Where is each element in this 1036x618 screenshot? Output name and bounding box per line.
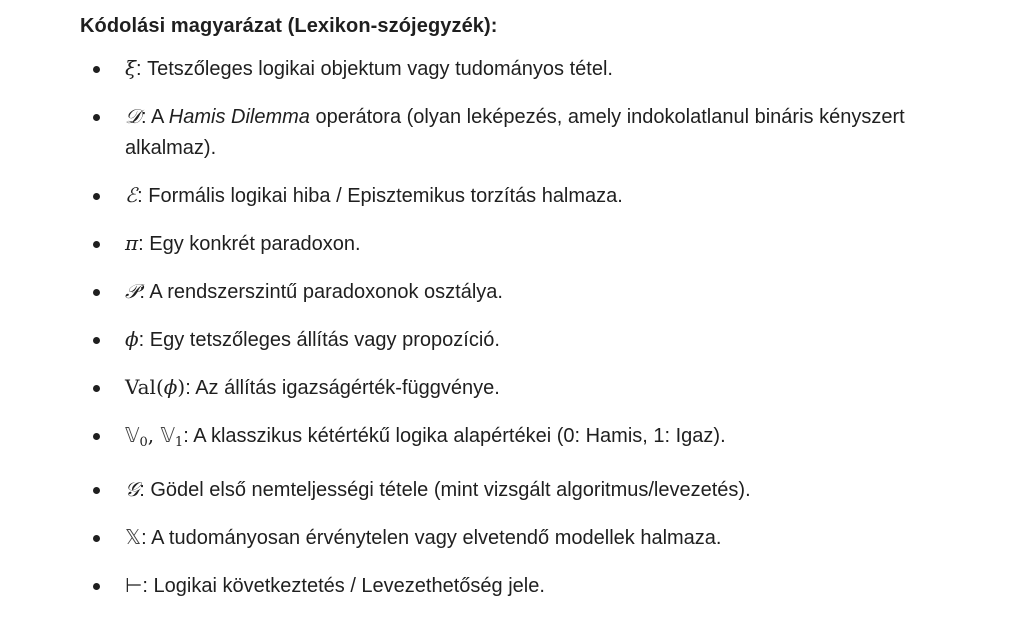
item-text: : Az állítás igazságérték-függvénye.: [185, 377, 500, 399]
symbol-blackboard-v: 𝕍: [125, 423, 140, 447]
list-item-turnstile: [80, 570, 980, 602]
item-text: : Gödel első nemteljességi tétele (mint vizsgált algoritmus/levezetés).: [139, 479, 751, 501]
item-text-before: : A: [140, 106, 169, 128]
symbol-xi: ξ: [125, 56, 137, 80]
item-text: : Formális logikai hiba / Episztemikus torzítás halmaza.: [137, 185, 623, 207]
bullet-icon: [93, 487, 100, 494]
list-item-pi: [80, 228, 980, 260]
subscript-1: 1: [174, 435, 184, 450]
subscript-0: 0: [139, 435, 148, 450]
symbol-script-p: 𝒫: [125, 279, 140, 303]
item-text: : Tetszőleges logikai objektum vagy tudományos tétel.: [136, 58, 613, 80]
list-item-script-e: [80, 180, 980, 212]
item-text: operátora (olyan leképezés, amely indokolatlanul bináris kényszert alkalmaz).: [125, 106, 905, 159]
bullet-icon: [93, 433, 100, 440]
symbol-separator: ,: [147, 423, 161, 447]
symbol-script-d: 𝒟: [125, 104, 141, 128]
symbol-paren-close: ): [177, 375, 186, 399]
bullet-icon: [93, 583, 100, 590]
symbol-val: Val: [125, 375, 156, 399]
bullet-icon: [93, 114, 100, 121]
list-item-script-p: [80, 276, 980, 308]
item-text: : A rendszerszintű paradoxonok osztálya.: [139, 281, 503, 303]
glossary-section: [80, 12, 980, 618]
list-item-v0-v1: [80, 420, 980, 458]
list-item-script-g: [80, 474, 980, 506]
list-item-script-d: [80, 101, 980, 164]
symbol-script-e: ℰ: [125, 183, 138, 207]
symbol-script-g: 𝒢: [125, 477, 140, 501]
bullet-icon: [93, 535, 100, 542]
glossary-heading: Kódolási magyarázat (Lexikon-szójegyzék):: [80, 15, 498, 37]
item-text: : Logikai következtetés / Levezethetőség jele.: [142, 575, 545, 597]
list-item-blackboard-x: [80, 522, 980, 554]
symbol-phi: ϕ: [163, 375, 178, 399]
bullet-icon: [93, 337, 100, 344]
bullet-icon: [93, 241, 100, 248]
symbol-blackboard-v: 𝕍: [160, 423, 175, 447]
item-emphasis: Hamis Dilemma: [168, 106, 310, 128]
symbol-pi: π: [125, 231, 139, 255]
bullet-icon: [93, 66, 100, 73]
item-text: : A klasszikus kétértékű logika alapértékei (0: Hamis, 1: Igaz).: [183, 425, 726, 447]
bullet-icon: [93, 193, 100, 200]
symbol-phi: ϕ: [125, 327, 139, 351]
bullet-icon: [93, 289, 100, 296]
item-text: : Egy tetszőleges állítás vagy propozíció.: [138, 329, 500, 351]
item-text: : Egy konkrét paradoxon.: [138, 233, 361, 255]
item-text: : A tudományosan érvénytelen vagy elvetendő modellek halmaza.: [141, 527, 722, 549]
turnstile-icon: ⊢: [125, 573, 143, 597]
list-item-xi: [80, 53, 980, 85]
list-item-phi: [80, 324, 980, 356]
glossary-list: [80, 53, 980, 602]
symbol-blackboard-x: 𝕏: [125, 525, 142, 549]
symbol-paren-open: (: [155, 375, 164, 399]
bullet-icon: [93, 385, 100, 392]
list-item-val-phi: [80, 372, 980, 404]
